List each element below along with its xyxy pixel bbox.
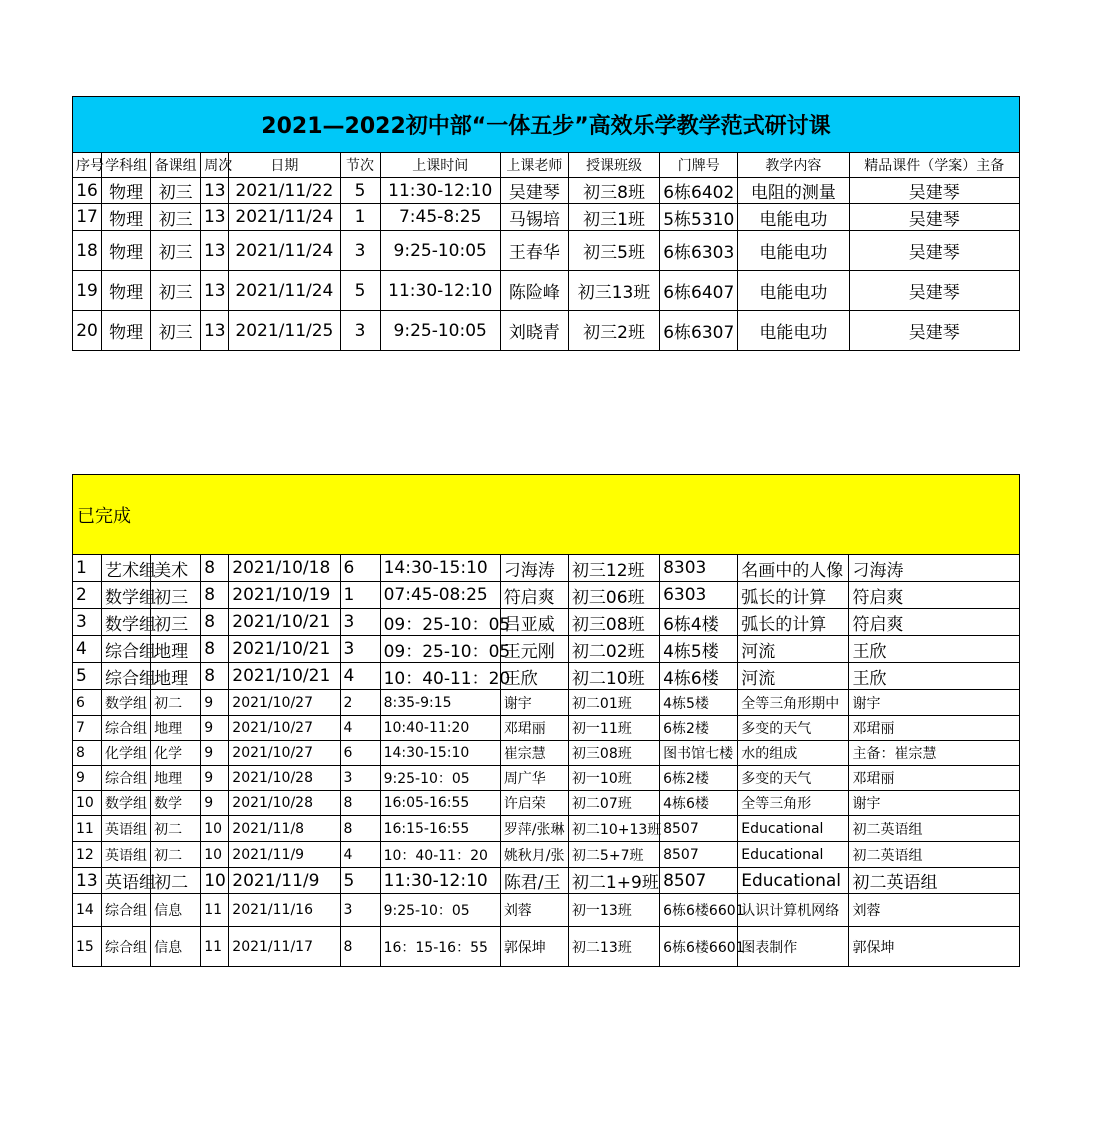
table-row bbox=[73, 231, 1020, 271]
table-cell: 9 bbox=[201, 741, 229, 766]
table-cell: 吕亚威 bbox=[500, 609, 568, 636]
table-cell: 6栋4楼 bbox=[660, 609, 738, 636]
table-cell: 8 bbox=[340, 791, 380, 816]
table-cell: 13 bbox=[201, 178, 229, 204]
table-cell: 8 bbox=[201, 582, 229, 609]
table-row bbox=[73, 791, 1020, 816]
column-header: 教学内容 bbox=[738, 153, 849, 178]
table-cell: 8 bbox=[340, 927, 380, 967]
table-cell: 刘晓青 bbox=[500, 311, 568, 351]
table-cell: 5 bbox=[73, 663, 102, 690]
table-cell: 崔宗慧 bbox=[500, 741, 568, 766]
table-cell: 13 bbox=[201, 204, 229, 231]
table-row bbox=[73, 178, 1020, 204]
table-cell: 8507 bbox=[660, 842, 738, 868]
table-cell: 初二1+9班 bbox=[568, 868, 659, 894]
table-cell: 9 bbox=[73, 766, 102, 791]
column-header: 精品课件（学案）主备 bbox=[849, 153, 1019, 178]
table-cell: 吴建琴 bbox=[500, 178, 568, 204]
table-row bbox=[73, 816, 1020, 842]
table-cell: 周广华 bbox=[500, 766, 568, 791]
table-cell: 初三 bbox=[151, 231, 201, 271]
column-header: 周次 bbox=[201, 153, 229, 178]
table-row bbox=[73, 741, 1020, 766]
table-cell: 王欣 bbox=[849, 663, 1020, 690]
table-row bbox=[73, 716, 1020, 741]
table-cell: 8 bbox=[73, 741, 102, 766]
table-cell: 郭保坤 bbox=[500, 927, 568, 967]
table-cell: 5 bbox=[340, 178, 380, 204]
table-cell: 5 bbox=[340, 271, 380, 311]
table-cell: 11:30-12:10 bbox=[380, 868, 500, 894]
column-header: 学科组 bbox=[102, 153, 151, 178]
table-cell: 16：15-16：55 bbox=[380, 927, 500, 967]
table-cell: 水的组成 bbox=[738, 741, 849, 766]
table-cell: 10 bbox=[201, 842, 229, 868]
table-cell: 吴建琴 bbox=[849, 271, 1019, 311]
table-cell: 多变的天气 bbox=[738, 766, 849, 791]
table-row bbox=[73, 636, 1020, 663]
table-cell: 初二英语组 bbox=[849, 842, 1020, 868]
table-cell: 1 bbox=[73, 555, 102, 582]
table-cell: 王春华 bbox=[500, 231, 568, 271]
table-cell: 10 bbox=[73, 791, 102, 816]
table-cell: 6 bbox=[340, 741, 380, 766]
table-cell: 初一13班 bbox=[568, 894, 659, 927]
column-header: 上课时间 bbox=[380, 153, 500, 178]
table-cell: 11:30-12:10 bbox=[380, 178, 500, 204]
table-cell: 2021/11/22 bbox=[229, 178, 340, 204]
table-cell: 2021/10/27 bbox=[229, 741, 340, 766]
table-cell: 邓珺丽 bbox=[500, 716, 568, 741]
table-cell: 初三12班 bbox=[568, 555, 659, 582]
table-cell: 初三1班 bbox=[568, 204, 659, 231]
table-cell: 全等三角形期中 bbox=[738, 690, 849, 716]
table-cell: 7:45-8:25 bbox=[380, 204, 500, 231]
table-cell: Educational bbox=[738, 842, 849, 868]
table-cell: 初二英语组 bbox=[849, 868, 1020, 894]
table-cell: 8 bbox=[201, 636, 229, 663]
table-cell: 地理 bbox=[151, 766, 201, 791]
table-cell: 吴建琴 bbox=[849, 311, 1019, 351]
table-cell: 初三08班 bbox=[568, 741, 659, 766]
table-cell: 5 bbox=[340, 868, 380, 894]
table-cell: 1 bbox=[340, 582, 380, 609]
column-header: 授课班级 bbox=[568, 153, 659, 178]
table-cell: 综合组 bbox=[102, 927, 151, 967]
table-cell: 物理 bbox=[102, 204, 151, 231]
table-cell: 17 bbox=[73, 204, 102, 231]
table-cell: 13 bbox=[201, 271, 229, 311]
table-cell: 马锡培 bbox=[500, 204, 568, 231]
table-cell: 8 bbox=[201, 609, 229, 636]
table-cell: 初二10+13班 bbox=[568, 816, 659, 842]
table-cell: 全等三角形 bbox=[738, 791, 849, 816]
table-cell: 6栋6307 bbox=[660, 311, 738, 351]
table-cell: 2021/11/16 bbox=[229, 894, 340, 927]
table-cell: 美术 bbox=[151, 555, 201, 582]
table-cell: 13 bbox=[201, 311, 229, 351]
table-cell: 8 bbox=[340, 816, 380, 842]
table-cell: 王欣 bbox=[849, 636, 1020, 663]
table-cell: 6栋2楼 bbox=[660, 766, 738, 791]
table-cell: 9 bbox=[201, 766, 229, 791]
table-cell: 英语组 bbox=[102, 842, 151, 868]
table-cell: 6栋6楼6601 bbox=[660, 894, 738, 927]
column-header: 门牌号 bbox=[660, 153, 738, 178]
table-cell: 初三 bbox=[151, 204, 201, 231]
table-cell: 初三 bbox=[151, 271, 201, 311]
column-header: 日期 bbox=[229, 153, 340, 178]
table-cell: 邓珺丽 bbox=[849, 766, 1020, 791]
table-cell: 英语组 bbox=[102, 868, 151, 894]
table-row bbox=[73, 582, 1020, 609]
table-cell: 综合组 bbox=[102, 894, 151, 927]
table-cell: 2021/11/24 bbox=[229, 271, 340, 311]
table-row bbox=[73, 555, 1020, 582]
table-cell: 14:30-15:10 bbox=[380, 741, 500, 766]
table-cell: 6栋6楼6601 bbox=[660, 927, 738, 967]
column-header: 备课组 bbox=[151, 153, 201, 178]
table-cell: 13 bbox=[201, 231, 229, 271]
table-cell: 河流 bbox=[738, 636, 849, 663]
table-cell: 11 bbox=[73, 816, 102, 842]
table-cell: 姚秋月/张 bbox=[500, 842, 568, 868]
table-cell: 4栋5楼 bbox=[660, 636, 738, 663]
table-cell: 6栋2楼 bbox=[660, 716, 738, 741]
table-cell: 9:25-10：05 bbox=[380, 894, 500, 927]
table-cell: 初三 bbox=[151, 311, 201, 351]
table-row bbox=[73, 766, 1020, 791]
table-cell: 初二02班 bbox=[568, 636, 659, 663]
table-cell: 化学 bbox=[151, 741, 201, 766]
table-cell: 9:25-10:05 bbox=[380, 311, 500, 351]
table-cell: 吴建琴 bbox=[849, 204, 1019, 231]
table-cell: 2 bbox=[340, 690, 380, 716]
table-cell: 数学组 bbox=[102, 791, 151, 816]
table-cell: 7 bbox=[73, 716, 102, 741]
table-cell: 18 bbox=[73, 231, 102, 271]
table-cell: 地理 bbox=[151, 663, 201, 690]
table-cell: 9 bbox=[201, 791, 229, 816]
table-cell: 8303 bbox=[660, 555, 738, 582]
table-cell: 艺术组 bbox=[102, 555, 151, 582]
table-cell: 19 bbox=[73, 271, 102, 311]
table-cell: 2021/11/9 bbox=[229, 842, 340, 868]
table-cell: 2021/11/25 bbox=[229, 311, 340, 351]
column-header: 上课老师 bbox=[500, 153, 568, 178]
table-cell: 图表制作 bbox=[738, 927, 849, 967]
table-cell: 英语组 bbox=[102, 816, 151, 842]
table-cell: 2021/10/21 bbox=[229, 609, 340, 636]
table-cell: 6栋6402 bbox=[660, 178, 738, 204]
table-cell: 8507 bbox=[660, 868, 738, 894]
table-cell: 初三5班 bbox=[568, 231, 659, 271]
table-row bbox=[73, 868, 1020, 894]
table-cell: 10 bbox=[201, 816, 229, 842]
table-cell: 初二 bbox=[151, 816, 201, 842]
table-cell: 初二 bbox=[151, 842, 201, 868]
table-cell: 2021/11/17 bbox=[229, 927, 340, 967]
table-cell: 2021/10/28 bbox=[229, 791, 340, 816]
table-cell: 初一10班 bbox=[568, 766, 659, 791]
table-row bbox=[73, 271, 1020, 311]
table-cell: 谢宇 bbox=[849, 690, 1020, 716]
table-cell: 8 bbox=[201, 663, 229, 690]
table-cell: 物理 bbox=[102, 178, 151, 204]
table-cell: 数学组 bbox=[102, 690, 151, 716]
table-cell: 4 bbox=[340, 842, 380, 868]
table-cell: 信息 bbox=[151, 894, 201, 927]
table-cell: 6 bbox=[340, 555, 380, 582]
table-cell: 5栋5310 bbox=[660, 204, 738, 231]
table-cell: 初二 bbox=[151, 690, 201, 716]
table-cell: 王欣 bbox=[500, 663, 568, 690]
table-cell: 信息 bbox=[151, 927, 201, 967]
table-cell: 4 bbox=[73, 636, 102, 663]
table-title: 2021—2022初中部“一体五步”高效乐学教学范式研讨课 bbox=[73, 97, 1020, 153]
table-cell: 弧长的计算 bbox=[738, 582, 849, 609]
table-cell: 2021/10/19 bbox=[229, 582, 340, 609]
table-cell: 16:05-16:55 bbox=[380, 791, 500, 816]
table-cell: 4栋5楼 bbox=[660, 690, 738, 716]
table-cell: 弧长的计算 bbox=[738, 609, 849, 636]
table-cell: 4 bbox=[340, 663, 380, 690]
table-cell: 多变的天气 bbox=[738, 716, 849, 741]
table-cell: 初三08班 bbox=[568, 609, 659, 636]
completed-banner: 已完成 bbox=[73, 475, 1020, 555]
table-row bbox=[73, 311, 1020, 351]
table-cell: 刁海涛 bbox=[849, 555, 1020, 582]
table-cell: 11:30-12:10 bbox=[380, 271, 500, 311]
table-cell: 09：25-10：05 bbox=[380, 636, 500, 663]
table-cell: 电能电功 bbox=[738, 271, 849, 311]
table-cell: 3 bbox=[340, 609, 380, 636]
table-cell: 初三2班 bbox=[568, 311, 659, 351]
table-cell: 初二10班 bbox=[568, 663, 659, 690]
table-cell: 罗萍/张琳 bbox=[500, 816, 568, 842]
table-cell: 13 bbox=[73, 868, 102, 894]
table-cell: 初二英语组 bbox=[849, 816, 1020, 842]
table-cell: 3 bbox=[340, 636, 380, 663]
table-cell: 1 bbox=[340, 204, 380, 231]
table-cell: 主备：崔宗慧 bbox=[849, 741, 1020, 766]
table-cell: 电能电功 bbox=[738, 311, 849, 351]
table-cell: 3 bbox=[340, 766, 380, 791]
table-cell: 许启荣 bbox=[500, 791, 568, 816]
table-cell: 11 bbox=[201, 894, 229, 927]
table-cell: 2021/11/24 bbox=[229, 204, 340, 231]
table-row bbox=[73, 894, 1020, 927]
table-cell: 16 bbox=[73, 178, 102, 204]
table-cell: 2 bbox=[73, 582, 102, 609]
table-cell: 10:40-11:20 bbox=[380, 716, 500, 741]
table-cell: 8507 bbox=[660, 816, 738, 842]
completed-table bbox=[72, 474, 1020, 967]
table-cell: 2021/11/9 bbox=[229, 868, 340, 894]
table-cell: 8 bbox=[201, 555, 229, 582]
table-cell: 初一11班 bbox=[568, 716, 659, 741]
table-cell: 8:35-9:15 bbox=[380, 690, 500, 716]
table-cell: 综合组 bbox=[102, 636, 151, 663]
table-cell: 14:30-15:10 bbox=[380, 555, 500, 582]
table-cell: 6 bbox=[73, 690, 102, 716]
table-cell: 刘蓉 bbox=[500, 894, 568, 927]
table-cell: 09：25-10：05 bbox=[380, 609, 500, 636]
table-cell: 电阻的测量 bbox=[738, 178, 849, 204]
table-cell: 物理 bbox=[102, 231, 151, 271]
seminar-schedule-table bbox=[72, 96, 1020, 351]
table-cell: 数学 bbox=[151, 791, 201, 816]
table-cell: 初二01班 bbox=[568, 690, 659, 716]
table-cell: 4栋6楼 bbox=[660, 663, 738, 690]
table-cell: 认识计算机网络 bbox=[738, 894, 849, 927]
table-cell: 初三06班 bbox=[568, 582, 659, 609]
table-cell: 15 bbox=[73, 927, 102, 967]
table-row bbox=[73, 609, 1020, 636]
table-cell: 11 bbox=[201, 927, 229, 967]
table-cell: 初三13班 bbox=[568, 271, 659, 311]
table-cell: 综合组 bbox=[102, 716, 151, 741]
table-cell: 2021/10/27 bbox=[229, 690, 340, 716]
table-cell: 12 bbox=[73, 842, 102, 868]
table-cell: 07:45-08:25 bbox=[380, 582, 500, 609]
table-cell: 初三 bbox=[151, 178, 201, 204]
table-cell: 综合组 bbox=[102, 766, 151, 791]
table-cell: 吴建琴 bbox=[849, 231, 1019, 271]
table-cell: 初三 bbox=[151, 609, 201, 636]
table-row bbox=[73, 690, 1020, 716]
table-cell: 电能电功 bbox=[738, 204, 849, 231]
header-row bbox=[73, 153, 1020, 178]
table-cell: 2021/10/28 bbox=[229, 766, 340, 791]
table-cell: 9:25-10:05 bbox=[380, 231, 500, 271]
table-cell: 符启爽 bbox=[849, 582, 1020, 609]
table-cell: 4栋6楼 bbox=[660, 791, 738, 816]
table-cell: 3 bbox=[340, 311, 380, 351]
table-row bbox=[73, 663, 1020, 690]
table-cell: 10：40-11：20 bbox=[380, 663, 500, 690]
table-cell: 10 bbox=[201, 868, 229, 894]
table-cell: 数学组 bbox=[102, 582, 151, 609]
table-cell: 16:15-16:55 bbox=[380, 816, 500, 842]
table-cell: 电能电功 bbox=[738, 231, 849, 271]
table-cell: 3 bbox=[73, 609, 102, 636]
table-cell: 地理 bbox=[151, 636, 201, 663]
table-cell: 10：40-11：20 bbox=[380, 842, 500, 868]
table-cell: 初二 bbox=[151, 868, 201, 894]
table-cell: 数学组 bbox=[102, 609, 151, 636]
table-cell: 2021/10/21 bbox=[229, 663, 340, 690]
table-cell: 2021/10/21 bbox=[229, 636, 340, 663]
table-cell: 吴建琴 bbox=[849, 178, 1019, 204]
table-cell: 陈君/王 bbox=[500, 868, 568, 894]
table-cell: 14 bbox=[73, 894, 102, 927]
table-cell: 2021/10/18 bbox=[229, 555, 340, 582]
table-cell: 6303 bbox=[660, 582, 738, 609]
table-cell: 刁海涛 bbox=[500, 555, 568, 582]
table-cell: 20 bbox=[73, 311, 102, 351]
column-header: 序号 bbox=[73, 153, 102, 178]
table-row bbox=[73, 204, 1020, 231]
table-cell: Educational bbox=[738, 816, 849, 842]
table-cell: 6栋6407 bbox=[660, 271, 738, 311]
table-cell: 9 bbox=[201, 690, 229, 716]
table-cell: 谢宇 bbox=[849, 791, 1020, 816]
table-cell: 邓珺丽 bbox=[849, 716, 1020, 741]
table-cell: 2021/10/27 bbox=[229, 716, 340, 741]
table-cell: 综合组 bbox=[102, 663, 151, 690]
table-cell: 初二5+7班 bbox=[568, 842, 659, 868]
table-cell: 初三8班 bbox=[568, 178, 659, 204]
table-cell: 初三 bbox=[151, 582, 201, 609]
table-cell: 6栋6303 bbox=[660, 231, 738, 271]
column-header: 节次 bbox=[340, 153, 380, 178]
table-cell: 物理 bbox=[102, 311, 151, 351]
table-cell: 陈险峰 bbox=[500, 271, 568, 311]
table-cell: 初二07班 bbox=[568, 791, 659, 816]
table-cell: 图书馆七楼 bbox=[660, 741, 738, 766]
table-cell: 符启爽 bbox=[849, 609, 1020, 636]
table-cell: 郭保坤 bbox=[849, 927, 1020, 967]
table-cell: 名画中的人像 bbox=[738, 555, 849, 582]
table-cell: 物理 bbox=[102, 271, 151, 311]
table-cell: 4 bbox=[340, 716, 380, 741]
table-cell: 刘蓉 bbox=[849, 894, 1020, 927]
table-cell: 3 bbox=[340, 894, 380, 927]
table-cell: 地理 bbox=[151, 716, 201, 741]
table-cell: Educational bbox=[738, 868, 849, 894]
table-cell: 王元刚 bbox=[500, 636, 568, 663]
table-cell: 河流 bbox=[738, 663, 849, 690]
table-row bbox=[73, 842, 1020, 868]
table-cell: 9 bbox=[201, 716, 229, 741]
table-cell: 9:25-10：05 bbox=[380, 766, 500, 791]
table-cell: 2021/11/24 bbox=[229, 231, 340, 271]
table-cell: 符启爽 bbox=[500, 582, 568, 609]
table-cell: 初二13班 bbox=[568, 927, 659, 967]
table-cell: 谢宇 bbox=[500, 690, 568, 716]
table-row bbox=[73, 927, 1020, 967]
table-cell: 3 bbox=[340, 231, 380, 271]
table-cell: 化学组 bbox=[102, 741, 151, 766]
table-cell: 2021/11/8 bbox=[229, 816, 340, 842]
